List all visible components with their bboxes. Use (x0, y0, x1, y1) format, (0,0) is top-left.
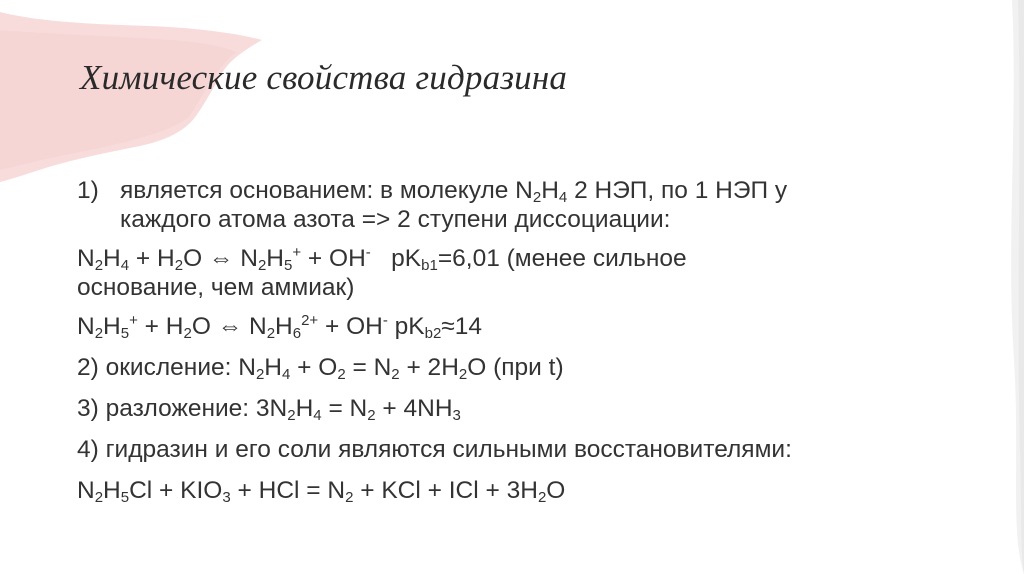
equation-1-line-2: основание, чем аммиак) (77, 274, 355, 301)
slide-body (77, 176, 957, 515)
pink-brush-stroke (0, 0, 340, 200)
equation-1-line-1: $N_2H_4 + H_2O$ ⇔ $N_2H_5^+ + OH^-$ $pK_{b1}=6,01$ (менее сильное (77, 244, 687, 274)
item-1-line-2: каждого атома азота => 2 ступени диссоциации: (120, 206, 671, 233)
equation-3: $N_2H_5Cl + KIO_3$ + HCl = $N_2$ + KCl + ICl + $3H_2O$ (77, 477, 566, 506)
slide-title: Химические свойства гидразина (80, 58, 568, 97)
item-1-line-1: 1) является основанием: в молекуле $N_2H_4$ 2 НЭП, по 1 НЭП у (77, 177, 788, 206)
equation-2: $N_2H_5^+ + H_2O$ ⇔ $N_2H_6^{2+} + OH^-$ $pK_{b2}\approx 14$ (77, 312, 483, 342)
page-curl-decoration (964, 0, 1024, 574)
item-1 (77, 176, 957, 234)
item-3: 3) разложение: $3N_2H_4 = N_2 + 4NH_3$ (77, 395, 461, 424)
item-2: 2) окисление: $N_2H_4 + O_2 = N_2 + 2H_2O$ (при t) (77, 354, 564, 383)
item-1-number: 1) (77, 177, 99, 204)
equation-1 (77, 244, 957, 302)
item-4: 4) гидразин и его соли являются сильными восстановителями: (77, 436, 792, 463)
